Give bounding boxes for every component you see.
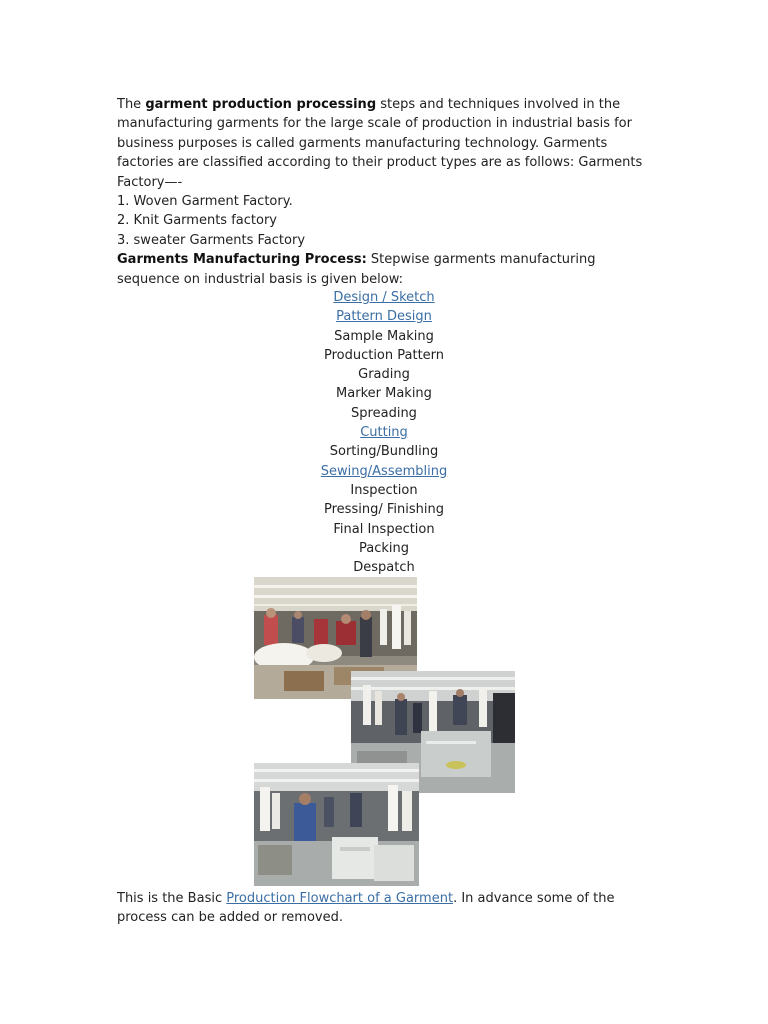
flow-step: Sorting/Bundling [329,444,439,460]
flow-step [234,288,534,307]
factory-type-list [117,192,647,250]
process-heading: Garments Manufacturing Process: [117,252,367,268]
flow-step: Marker Making [336,386,432,402]
production-flowchart-link[interactable]: Production Flowchart of a Garment [226,891,454,906]
process-text: Stepwise garments manufacturing sequence on industrial basis is given below: [117,252,596,287]
caption-rest: . In advance some of the process can be added or removed. [117,891,615,926]
intro-lead: The [117,97,146,112]
flow-step: Sample Making [334,328,434,344]
flow-step: Packing [358,540,409,556]
flow-step: Despatch [353,560,415,576]
caption-lead: This is the Basic [117,891,227,906]
intro-paragraph [117,95,647,192]
flow-step: Production Pattern [323,347,445,363]
flow-step [234,462,534,481]
flow-step: Final Inspection [333,521,435,537]
flow-step: Spreading [351,405,417,421]
flow-step: Grading [358,367,410,383]
flow-step-link-cutting[interactable]: Cutting [360,425,408,441]
flow-step: Pressing/ Finishing [324,502,444,518]
flowchart-caption [117,889,647,928]
factory-type-item: 1. Woven Garment Factory. [117,194,293,210]
flow-step: Inspection [350,482,418,498]
intro-bold-term: garment production processing [145,97,377,112]
process-paragraph [117,250,647,289]
flow-step [234,307,534,326]
flow-step-link-sewing-assembling[interactable]: Sewing/Assembling [320,463,448,479]
factory-type-item: 2. Knit Garments factory [117,213,277,229]
factory-floor-photo [254,763,419,886]
article-body [117,95,647,289]
factory-type-item: 3. sweater Garments Factory [117,232,306,248]
flow-step-link-design-sketch[interactable]: Design / Sketch [333,290,435,305]
process-flow-list [234,288,534,577]
flow-step [234,423,534,442]
intro-rest: steps and techniques involved in the manufacturing garments for the large scale of production in industrial basis for business purposes is called garments manufacturing technology. Garments factories are classified according to their product types are as follows: Garments Factory—- [117,97,643,190]
flow-step-link-pattern-design[interactable]: Pattern Design [336,309,432,325]
